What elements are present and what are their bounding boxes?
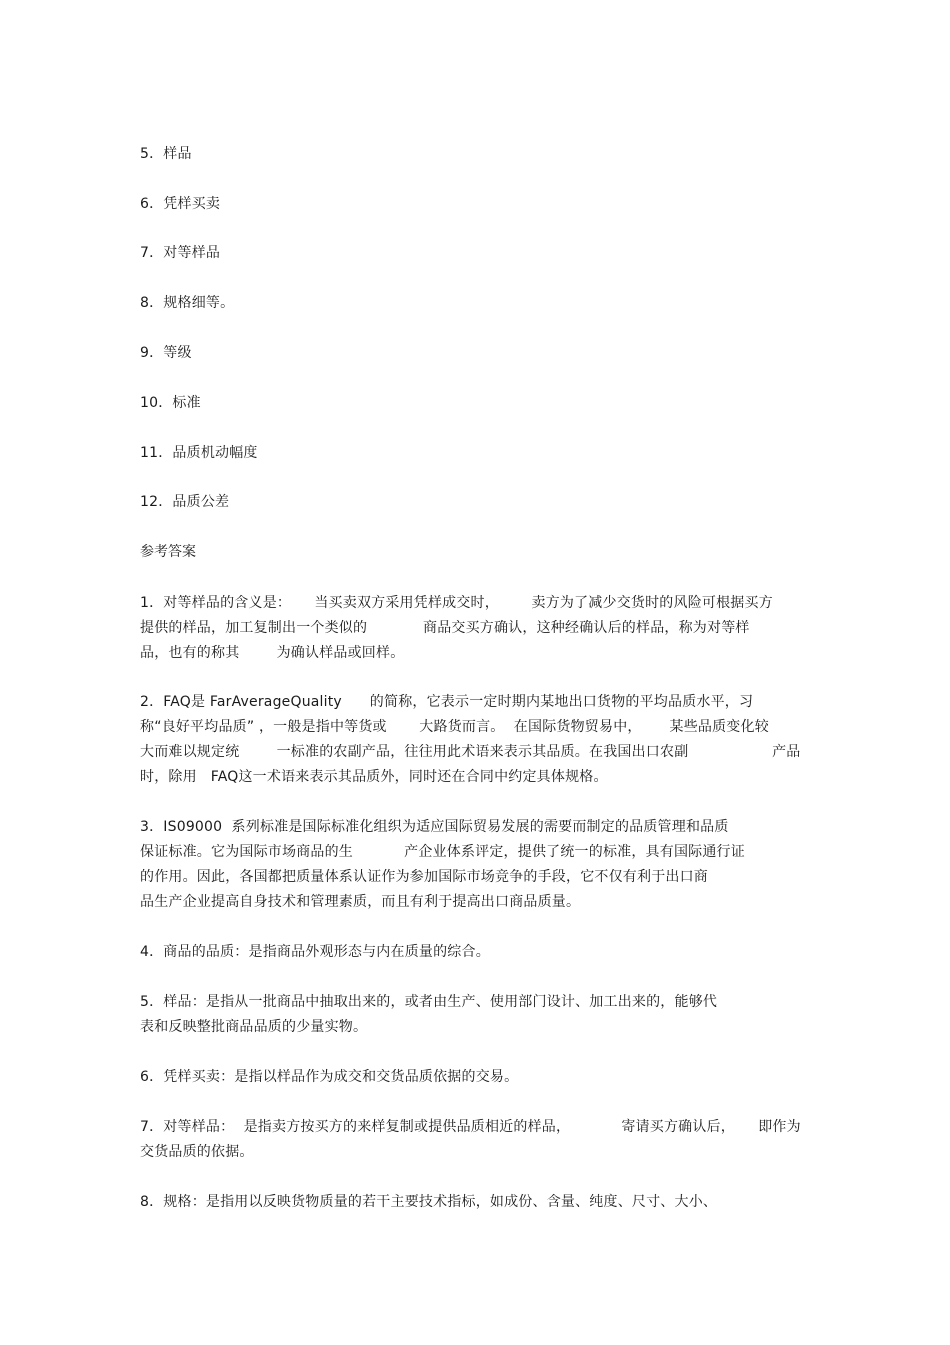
answer-line: 时，除用 FAQ这一术语来表示其品质外，同时还在合同中约定具体规格。 (140, 769, 608, 785)
term-item: 6．凭样买卖 (140, 196, 221, 212)
answer-line: 4．商品的品质：是指商品外观形态与内在质量的综合。 (140, 944, 490, 960)
term-item: 7．对等样品 (140, 245, 221, 261)
answer-line: 称“良好平均品质” ，一般是指中等货或 大路货而言。 在国际货物贸易中， 某些品质变化较 (140, 719, 769, 735)
answer-line: 品，也有的称其 为确认样品或回样。 (140, 645, 405, 661)
term-item: 11．品质机动幅度 (140, 445, 258, 461)
answer-line: 2．FAQ是 FarAverageQuality 的简称，它表示一定时期内某地出口货物的平均品质水平，习 (140, 694, 754, 710)
term-item: 12．品质公差 (140, 494, 230, 510)
answer-line: 保证标准。它为国际市场商品的生 产企业体系评定，提供了统一的标准，具有国际通行证 (140, 844, 745, 860)
answer-line: 表和反映整批商品品质的少量实物。 (140, 1019, 368, 1035)
answer-line: 1．对等样品的含义是： 当买卖双方采用凭样成交时， 卖方为了减少交货时的风险可根据买方 (140, 595, 773, 611)
term-item: 10．标准 (140, 395, 201, 411)
term-item: 9．等级 (140, 345, 192, 361)
answer-line: 的作用。因此，各国都把质量体系认证作为参加国际市场竞争的手段，它不仅有利于出口商 (140, 869, 708, 885)
term-item: 8．规格细等。 (140, 295, 235, 311)
answer-line: 交货品质的依据。 (140, 1144, 254, 1160)
answer-line: 5．样品：是指从一批商品中抽取出来的，或者由生产、使用部门设计、加工出来的，能够代 (140, 994, 718, 1010)
term-item: 5．样品 (140, 146, 192, 162)
answer-line: 大而难以规定统 一标准的农副产品，往往用此术语来表示其品质。在我国出口农副 产品 (140, 744, 801, 760)
answer-line: 8．规格：是指用以反映货物质量的若干主要技术指标，如成份、含量、纯度、尺寸、大小、 (140, 1194, 718, 1210)
answer-line: 品生产企业提高自身技术和管理素质，而且有利于提高出口商品质量。 (140, 894, 581, 910)
answer-line: 3．IS09000 系列标准是国际标准化组织为适应国际贸易发展的需要而制定的品质管理和品质 (140, 819, 729, 835)
answer-line: 6．凭样买卖：是指以样品作为成交和交货品质依据的交易。 (140, 1069, 519, 1085)
answer-line: 7．对等样品： 是指卖方按买方的来样复制或提供品质相近的样品， 寄请买方确认后， 即作为 (140, 1119, 801, 1135)
answers-heading: 参考答案 (140, 544, 196, 560)
answer-line: 提供的样品，加工复制出一个类似的 商品交买方确认，这种经确认后的样品，称为对等样 (140, 620, 750, 636)
